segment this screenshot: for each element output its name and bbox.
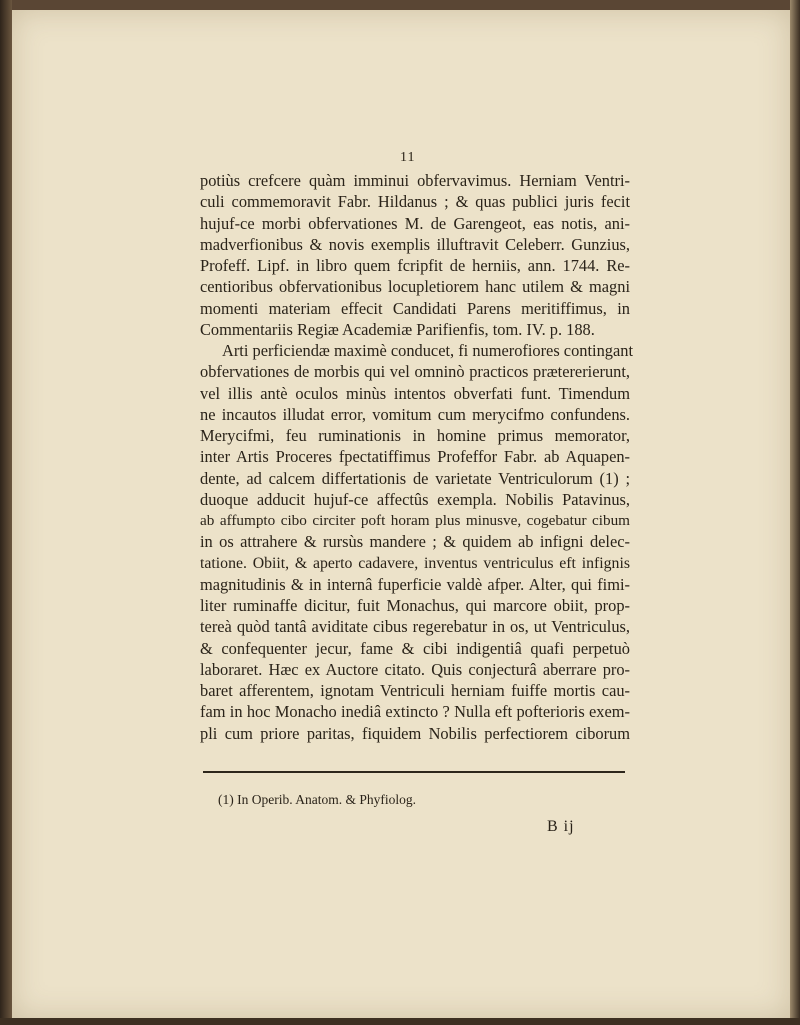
text-line: obfervationes de morbis qui vel omninò practicos prætererierunt, (200, 362, 630, 382)
text-line: madverfionibus & novis exemplis illuftravit Celeberr. Gunzius, (200, 234, 630, 254)
text-line: in os attrahere & rursùs mandere ; & quidem ab infigni delec- (200, 532, 630, 552)
text-line: Merycifmi, feu ruminationis in homine primus memorator, (200, 426, 630, 445)
text-line: centioribus obfervationibus locupletiorem hanc utilem & magni (200, 277, 630, 297)
page-edge-right (790, 0, 800, 1025)
text-line: laboraret. Hæc ex Auctore citato. Quis conjecturâ aberrare pro- (200, 659, 630, 679)
page-number: 11 (400, 150, 416, 165)
text-line: culi commemoravit Fabr. Hildanus ; & quas publici juris fecit (200, 192, 630, 212)
text-line: tereà quòd tantâ aviditate cibus regerebatur in os, ut Ventriculus, (200, 617, 630, 637)
text-line: baret afferentem, ignotam Ventriculi herniam fuiffe mortis cau- (200, 681, 630, 700)
text-line: tatione. Obiit, & aperto cadavere, inventus ventriculus eft infignis (200, 554, 630, 572)
text-line: fam in hoc Monacho inediâ extincto ? Nulla eft pofterioris exem- (200, 702, 630, 722)
text-line: Arti perficiendæ maximè conducet, fi numerofiores contingant (222, 341, 633, 360)
footnote-divider (203, 771, 625, 773)
text-line: dente, ad calcem differtationis de varietate Ventriculorum (1) ; (200, 468, 630, 488)
text-line: duoque adducit hujuf-ce affectûs exempla. Nobilis Patavinus, (200, 489, 630, 509)
text-line: momenti materiam effecit Candidati Parens meritiffimus, in (200, 298, 630, 318)
text-line: vel illis antè oculos minùs intentos obverfati funt. Timendum (200, 383, 630, 403)
text-line: hujuf-ce morbi obfervationes M. de Garengeot, eas notis, ani- (200, 213, 630, 233)
body-text (200, 170, 633, 744)
page-edge-bottom (0, 1018, 800, 1025)
book-spine-shadow (0, 0, 12, 1025)
text-line: Profeff. Lipf. in libro quem fcripfit de herniis, ann. 1744. Re- (200, 256, 630, 275)
text-line: ab affumpto cibo circiter poft horam plus minusve, cogebatur cibum (200, 512, 630, 529)
signature-mark: B ij (547, 818, 575, 835)
text-line: pli cum priore paritas, fiquidem Nobilis perfectiorem ciborum (200, 723, 630, 743)
text-line: liter ruminaffe dicitur, fuit Monachus, qui marcore obiit, prop- (200, 596, 630, 615)
text-line: magnitudinis & in internâ fuperficie valdè afper. Alter, qui fimi- (200, 574, 630, 594)
text-line: Commentariis Regiæ Academiæ Parifienfis, tom. IV. p. 188. (200, 319, 595, 339)
text-line: potiùs crefcere quàm imminui obfervavimus. Herniam Ventri- (200, 171, 630, 190)
text-line: ne incautos illudat error, vomitum cum merycifmo confundens. (200, 404, 630, 424)
footnote: (1) In Operib. Anatom. & Phyfiolog. (218, 792, 416, 807)
text-line: inter Artis Proceres fpectatiffimus Profeffor Fabr. ab Aquapen- (200, 447, 630, 467)
text-line: & confequenter jecur, fame & cibi indigentiâ quafi perpetuò (200, 638, 630, 658)
